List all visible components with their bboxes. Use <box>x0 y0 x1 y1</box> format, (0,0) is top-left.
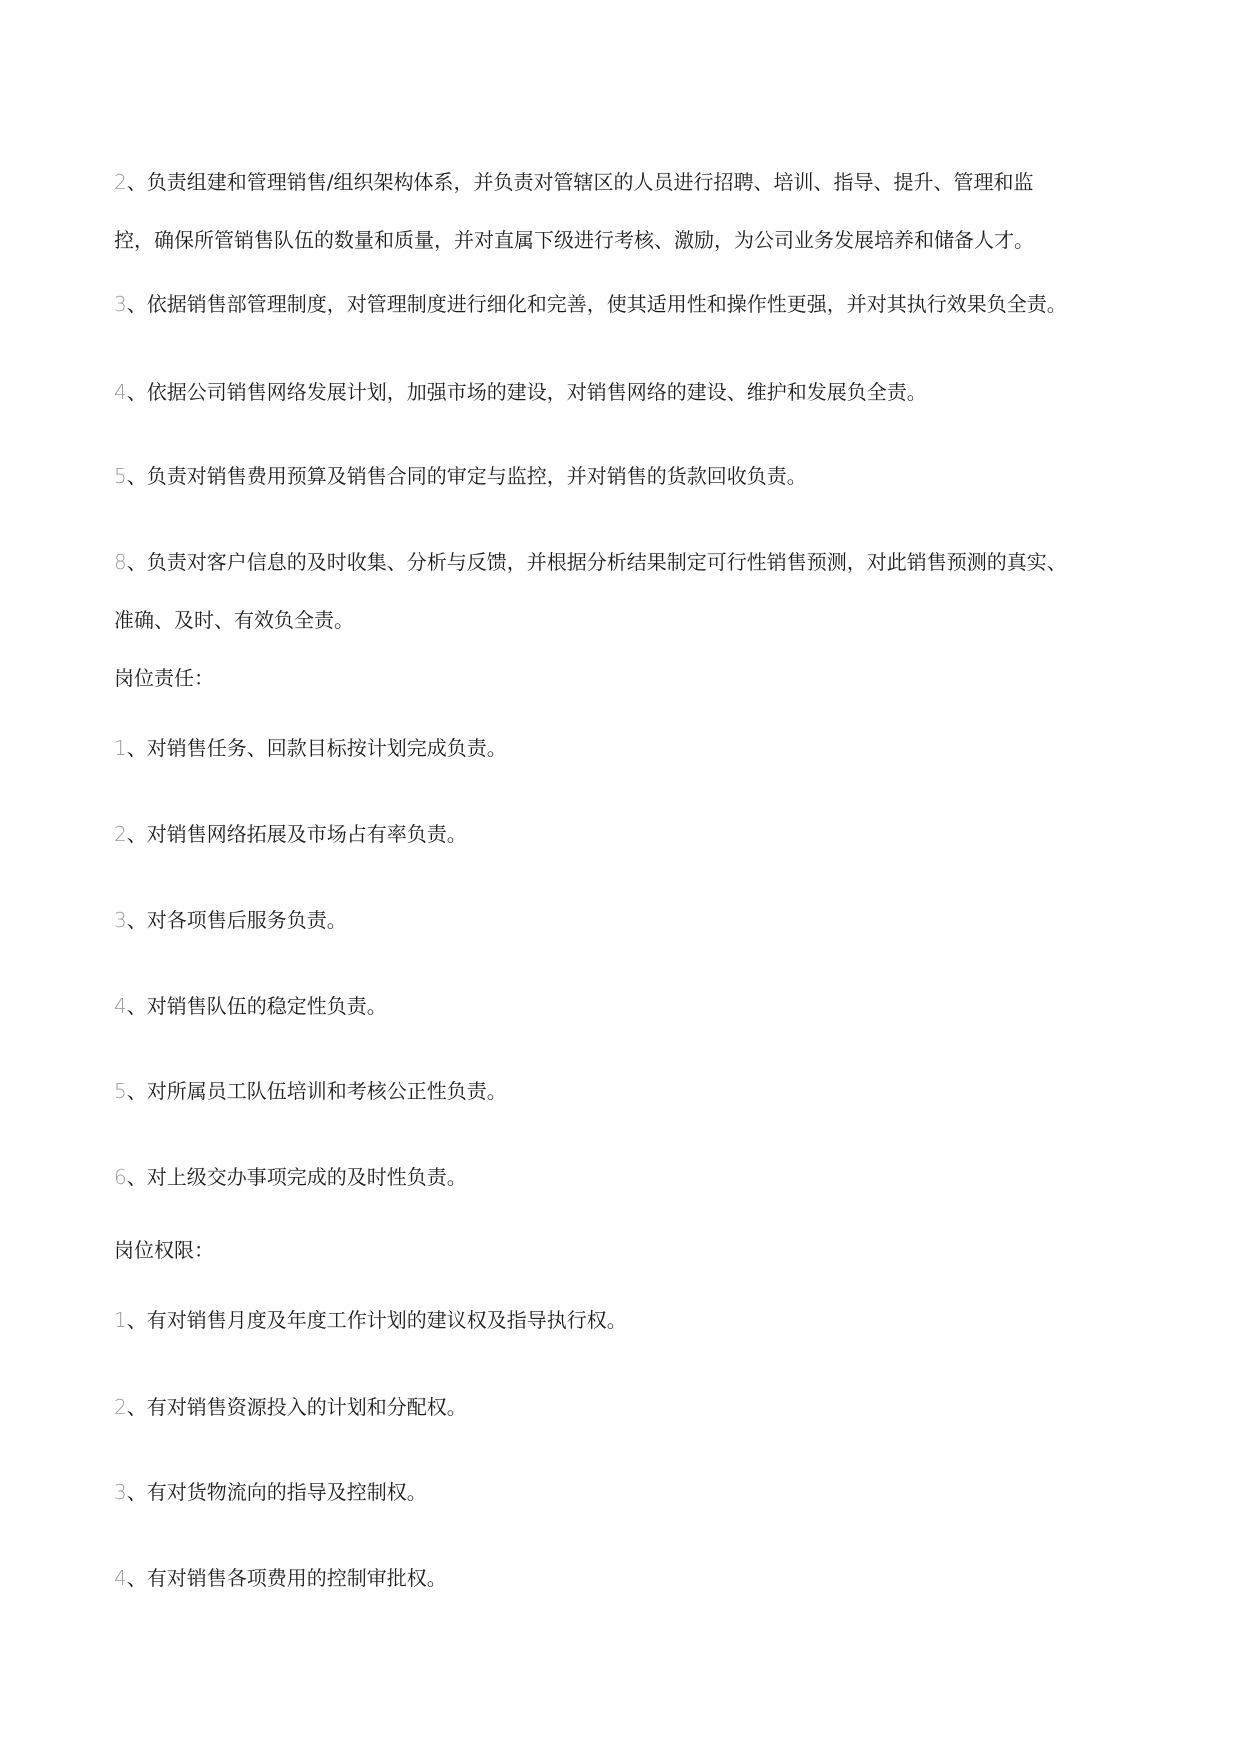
item-number: 8 <box>114 550 127 574</box>
item-number: 3 <box>114 292 127 316</box>
item-number: 6 <box>114 1165 127 1189</box>
item-text: 、负责对客户信息的及时收集、分析与反馈，并根据分析结果制定可行性销售预测，对此销售预测的真实、 <box>126 550 1067 574</box>
item-text: 、对上级交办事项完成的及时性负责。 <box>126 1165 467 1189</box>
authority-item-2 <box>114 1393 1134 1421</box>
item-number: 5 <box>114 464 127 488</box>
section-heading-authority <box>114 1236 1134 1264</box>
item-number: 2 <box>114 822 127 846</box>
item-text: 、对销售网络拓展及市场占有率负责。 <box>126 822 467 846</box>
item-text: 、有对销售月度及年度工作计划的建议权及指导执行权。 <box>126 1308 627 1332</box>
item-text: 、对所属员工队伍培训和考核公正性负责。 <box>126 1079 507 1103</box>
item-number: 2 <box>114 1395 127 1419</box>
responsibility-item-5 <box>114 1077 1134 1105</box>
responsibility-item-1 <box>114 734 1134 762</box>
item-text: 、依据销售部管理制度，对管理制度进行细化和完善，使其适用性和操作性更强，并对其执行效果负全责。 <box>126 292 1067 316</box>
responsibility-item-4 <box>114 992 1134 1020</box>
item-number: 4 <box>114 1566 127 1590</box>
item-number: 2 <box>114 170 127 194</box>
duty-item-8-line-2 <box>114 606 1134 634</box>
item-number: 3 <box>114 908 127 932</box>
responsibility-item-6 <box>114 1163 1134 1191</box>
duty-item-4 <box>114 378 1134 406</box>
item-text: 、对销售任务、回款目标按计划完成负责。 <box>126 736 507 760</box>
item-text: 、有对货物流向的指导及控制权。 <box>126 1480 427 1504</box>
item-text: 、负责对销售费用预算及销售合同的审定与监控，并对销售的货款回收负责。 <box>126 464 807 488</box>
duty-item-3 <box>114 290 1134 318</box>
item-text: 、负责组建和管理销售/组织架构体系，并负责对管辖区的人员进行招聘、培训、指导、提升、管理和监 <box>126 170 1034 194</box>
duty-item-2-line-1 <box>114 168 1134 196</box>
authority-item-3 <box>114 1478 1134 1506</box>
duty-item-5 <box>114 462 1134 490</box>
item-number: 4 <box>114 994 127 1018</box>
section-heading-text: 岗位权限： <box>114 1238 214 1262</box>
item-number: 1 <box>114 736 127 760</box>
item-number: 5 <box>114 1079 127 1103</box>
authority-item-1 <box>114 1306 1134 1334</box>
item-number: 3 <box>114 1480 127 1504</box>
authority-item-4 <box>114 1564 1134 1592</box>
item-number: 4 <box>114 380 127 404</box>
item-text: 、有对销售资源投入的计划和分配权。 <box>126 1395 467 1419</box>
item-text: 控，确保所管销售队伍的数量和质量，并对直属下级进行考核、激励，为公司业务发展培养和储备人才。 <box>114 228 1034 252</box>
item-number: 1 <box>114 1308 127 1332</box>
item-text: 准确、及时、有效负全责。 <box>114 608 354 632</box>
section-heading-responsibility <box>114 664 1134 692</box>
item-text: 、对各项售后服务负责。 <box>126 908 347 932</box>
duty-item-2-line-2 <box>114 226 1134 254</box>
item-text: 、对销售队伍的稳定性负责。 <box>126 994 387 1018</box>
responsibility-item-3 <box>114 906 1134 934</box>
section-heading-text: 岗位责任： <box>114 666 214 690</box>
responsibility-item-2 <box>114 820 1134 848</box>
duty-item-8-line-1 <box>114 548 1134 576</box>
item-text: 、有对销售各项费用的控制审批权。 <box>126 1566 447 1590</box>
item-text: 、依据公司销售网络发展计划，加强市场的建设，对销售网络的建设、维护和发展负全责。 <box>126 380 927 404</box>
